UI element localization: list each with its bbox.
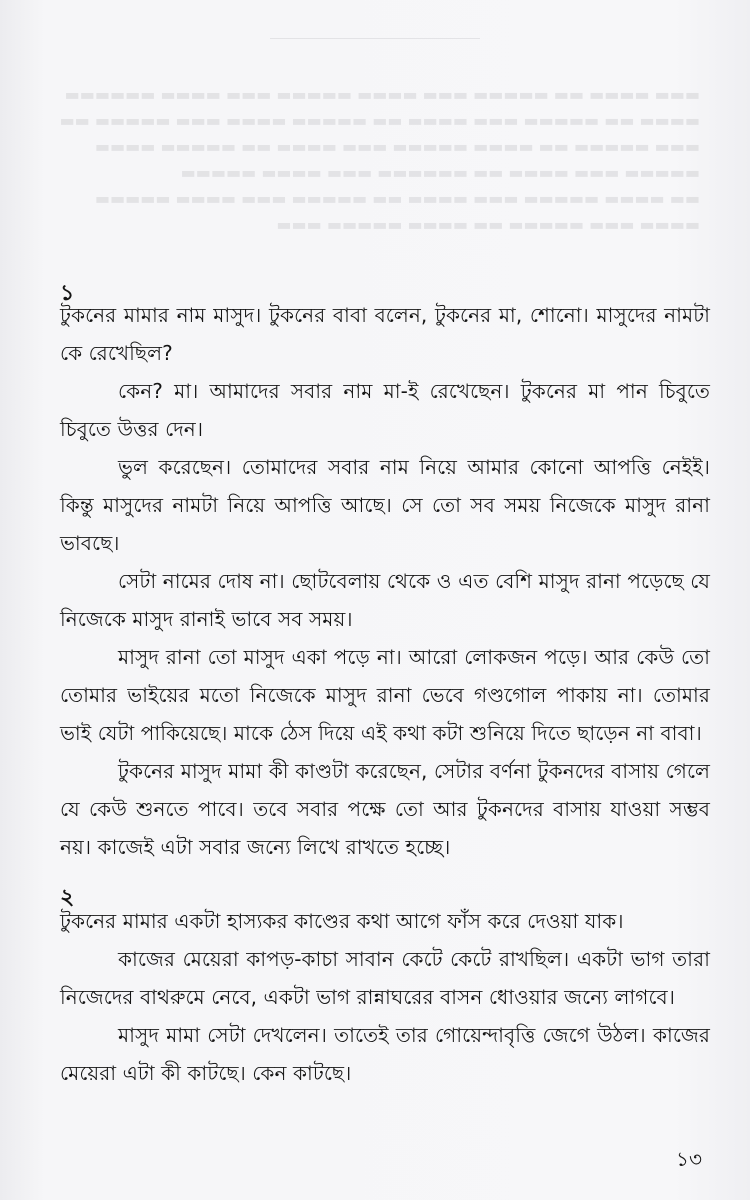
paragraph: মাসুদ মামা সেটা দেখলেন। তাতেই তার গোয়েন্দাবৃত্তি জেগে উঠল। কাজের মেয়েরা এটা কী কাটছে। কেন কাটছে।	[60, 1023, 710, 1085]
section-1-body	[60, 296, 710, 866]
section-number-2: ২	[60, 885, 75, 910]
paragraph: সেটা নামের দোষ না। ছোটবেলায় থেকে ও এত বেশি মাসুদ রানা পড়েছে যে নিজেকে মাসুদ রানাই ভাবে সব সময়।	[60, 569, 710, 631]
paragraph: টুকনের মাসুদ মামা কী কাণ্ডটা করেছেন, সেটার বর্ণনা টুকনদের বাসায় গেলে যে কেউ শুনতে পাবে। তবে সবার পক্ষে তো আর টুকনদের বাসায় যাওয়া সম্ভব নয়। কাজেই এটা সবার জন্যে লিখে রাখতে হচ্ছে।	[60, 759, 710, 859]
page-number: ১৩	[676, 1147, 702, 1171]
section-number-1: ১	[60, 281, 75, 306]
paragraph: টুকনের মামার একটা হাস্যকর কাণ্ডের কথা আগে ফাঁস করে দেওয়া যাক।	[60, 909, 624, 933]
paragraph: কেন? মা। আমাদের সবার নাম মা-ই রেখেছেন। টুকনের মা পান চিবুতে চিবুতে উত্তর দেন।	[60, 379, 710, 441]
bleed-through-block-top: ▬▬▬ ▬▬▬▬ ▬▬ ▬▬▬▬▬ ▬▬▬ ▬▬▬▬ ▬▬▬▬▬ ▬▬▬ ▬▬▬▬ ▬▬▬▬▬▬ ▬▬▬▬ ▬▬ ▬▬▬▬▬ ▬▬▬ ▬▬▬▬ ▬▬ ▬▬▬▬▬ ▬▬▬▬ ▬▬▬ ▬▬▬▬▬ ▬▬ ▬▬▬ ▬▬▬▬▬ ▬▬ ▬▬▬▬ ▬▬▬▬▬ ▬▬▬ ▬▬▬▬ ▬▬ ▬▬▬▬▬ ▬▬▬▬ ▬▬▬▬▬ ▬▬▬ ▬▬▬▬ ▬▬ ▬▬▬▬▬▬ ▬▬▬ ▬▬▬▬ ▬▬▬▬▬ ▬▬ ▬▬▬▬ ▬▬▬▬▬ ▬▬▬ ▬▬▬▬ ▬▬ ▬▬▬▬▬ ▬▬▬ ▬▬▬▬ ▬▬▬▬▬ ▬▬▬▬ ▬▬▬ ▬▬▬▬▬ ▬▬ ▬▬▬▬ ▬▬▬▬▬ ▬▬▬	[60, 85, 700, 234]
paragraph: টুকনের মামার নাম মাসুদ। টুকনের বাবা বলেন, টুকনের মা, শোনো। মাসুদের নামটা কে রেখেছিল?	[60, 303, 710, 365]
paragraph: কাজের মেয়েরা কাপড়-কাচা সাবান কেটে কেটে রাখছিল। একটা ভাগ তারা নিজেদের বাথরুমে নেবে, একটা ভাগ রান্নাঘরের বাসন ধোওয়ার জন্যে লাগবে।	[60, 947, 710, 1009]
bleed-through-header	[270, 38, 480, 51]
paragraph: ভুল করেছেন। তোমাদের সবার নাম নিয়ে আমার কোনো আপত্তি নেইই। কিন্তু মাসুদের নামটা নিয়ে আপত্তি আছে। সে তো সব সময় নিজেকে মাসুদ রানা ভাবছে।	[60, 455, 710, 555]
section-2-body	[60, 902, 710, 1092]
paragraph: মাসুদ রানা তো মাসুদ একা পড়ে না। আরো লোকজন পড়ে। আর কেউ তো তোমার ভাইয়ের মতো নিজেকে মাসুদ রানা ভেবে গণ্ডগোল পাকায় না। তোমার ভাই যেটা পাকিয়েছে। মাকে ঠেস দিয়ে এই কথা কটা শুনিয়ে দিতে ছাড়েন না বাবা।	[60, 645, 710, 745]
